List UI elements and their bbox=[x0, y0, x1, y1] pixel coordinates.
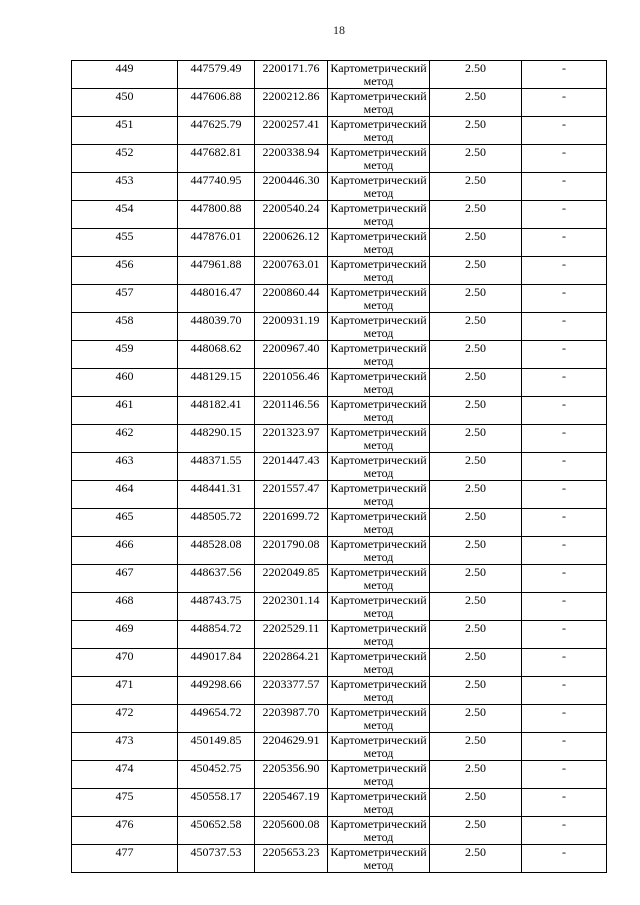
coordinate-x-cell: 448290.15 bbox=[178, 425, 255, 453]
method-cell: Картометрический метод bbox=[328, 173, 430, 201]
coordinate-y-cell: 2203377.57 bbox=[255, 677, 328, 705]
table-row bbox=[72, 425, 607, 453]
precision-cell: 2.50 bbox=[430, 481, 522, 509]
coordinate-x-cell: 447625.79 bbox=[178, 117, 255, 145]
coordinate-x-cell: 448441.31 bbox=[178, 481, 255, 509]
coordinate-y-cell: 2205600.08 bbox=[255, 817, 328, 845]
method-cell: Картометрический метод bbox=[328, 397, 430, 425]
point-number-cell: 476 bbox=[72, 817, 178, 845]
point-number-cell: 471 bbox=[72, 677, 178, 705]
point-number-cell: 463 bbox=[72, 453, 178, 481]
table-row bbox=[72, 173, 607, 201]
table-row bbox=[72, 397, 607, 425]
precision-cell: 2.50 bbox=[430, 341, 522, 369]
coordinate-y-cell: 2200931.19 bbox=[255, 313, 328, 341]
method-cell: Картометрический метод bbox=[328, 257, 430, 285]
table-row bbox=[72, 313, 607, 341]
description-cell: - bbox=[522, 453, 607, 481]
point-number-cell: 473 bbox=[72, 733, 178, 761]
coordinate-x-cell: 448528.08 bbox=[178, 537, 255, 565]
point-number-cell: 449 bbox=[72, 61, 178, 89]
method-cell: Картометрический метод bbox=[328, 789, 430, 817]
coordinates-table-body bbox=[72, 61, 607, 873]
precision-cell: 2.50 bbox=[430, 257, 522, 285]
method-cell: Картометрический метод bbox=[328, 145, 430, 173]
coordinate-y-cell: 2200967.40 bbox=[255, 341, 328, 369]
coordinate-x-cell: 450558.17 bbox=[178, 789, 255, 817]
point-number-cell: 459 bbox=[72, 341, 178, 369]
coordinate-y-cell: 2202864.21 bbox=[255, 649, 328, 677]
coordinate-x-cell: 450652.58 bbox=[178, 817, 255, 845]
precision-cell: 2.50 bbox=[430, 425, 522, 453]
coordinate-y-cell: 2204629.91 bbox=[255, 733, 328, 761]
coordinate-x-cell: 448371.55 bbox=[178, 453, 255, 481]
method-cell: Картометрический метод bbox=[328, 61, 430, 89]
description-cell: - bbox=[522, 285, 607, 313]
precision-cell: 2.50 bbox=[430, 649, 522, 677]
precision-cell: 2.50 bbox=[430, 173, 522, 201]
method-cell: Картометрический метод bbox=[328, 677, 430, 705]
description-cell: - bbox=[522, 621, 607, 649]
description-cell: - bbox=[522, 313, 607, 341]
coordinate-y-cell: 2205356.90 bbox=[255, 761, 328, 789]
precision-cell: 2.50 bbox=[430, 733, 522, 761]
coordinate-x-cell: 450149.85 bbox=[178, 733, 255, 761]
point-number-cell: 462 bbox=[72, 425, 178, 453]
coordinate-x-cell: 449654.72 bbox=[178, 705, 255, 733]
coordinate-y-cell: 2205653.23 bbox=[255, 845, 328, 873]
description-cell: - bbox=[522, 257, 607, 285]
coordinate-y-cell: 2201790.08 bbox=[255, 537, 328, 565]
table-row bbox=[72, 257, 607, 285]
precision-cell: 2.50 bbox=[430, 677, 522, 705]
description-cell: - bbox=[522, 845, 607, 873]
coordinate-y-cell: 2201146.56 bbox=[255, 397, 328, 425]
coordinate-y-cell: 2201323.97 bbox=[255, 425, 328, 453]
description-cell: - bbox=[522, 145, 607, 173]
description-cell: - bbox=[522, 369, 607, 397]
point-number-cell: 475 bbox=[72, 789, 178, 817]
precision-cell: 2.50 bbox=[430, 509, 522, 537]
method-cell: Картометрический метод bbox=[328, 509, 430, 537]
method-cell: Картометрический метод bbox=[328, 565, 430, 593]
point-number-cell: 452 bbox=[72, 145, 178, 173]
point-number-cell: 465 bbox=[72, 509, 178, 537]
table-row bbox=[72, 453, 607, 481]
method-cell: Картометрический метод bbox=[328, 201, 430, 229]
precision-cell: 2.50 bbox=[430, 285, 522, 313]
table-row bbox=[72, 845, 607, 873]
description-cell: - bbox=[522, 89, 607, 117]
coordinate-y-cell: 2200446.30 bbox=[255, 173, 328, 201]
coordinate-y-cell: 2201557.47 bbox=[255, 481, 328, 509]
table-row bbox=[72, 733, 607, 761]
table-row bbox=[72, 481, 607, 509]
table-row bbox=[72, 593, 607, 621]
method-cell: Картометрический метод bbox=[328, 705, 430, 733]
point-number-cell: 469 bbox=[72, 621, 178, 649]
method-cell: Картометрический метод bbox=[328, 369, 430, 397]
table-row bbox=[72, 705, 607, 733]
point-number-cell: 457 bbox=[72, 285, 178, 313]
coordinate-x-cell: 447876.01 bbox=[178, 229, 255, 257]
coordinate-y-cell: 2202049.85 bbox=[255, 565, 328, 593]
coordinate-x-cell: 447579.49 bbox=[178, 61, 255, 89]
point-number-cell: 467 bbox=[72, 565, 178, 593]
coordinate-x-cell: 448854.72 bbox=[178, 621, 255, 649]
coordinate-y-cell: 2200860.44 bbox=[255, 285, 328, 313]
point-number-cell: 472 bbox=[72, 705, 178, 733]
description-cell: - bbox=[522, 229, 607, 257]
description-cell: - bbox=[522, 789, 607, 817]
table-row bbox=[72, 145, 607, 173]
coordinate-y-cell: 2200626.12 bbox=[255, 229, 328, 257]
description-cell: - bbox=[522, 117, 607, 145]
coordinate-x-cell: 448039.70 bbox=[178, 313, 255, 341]
table-row bbox=[72, 621, 607, 649]
method-cell: Картометрический метод bbox=[328, 845, 430, 873]
description-cell: - bbox=[522, 481, 607, 509]
description-cell: - bbox=[522, 341, 607, 369]
table-row bbox=[72, 761, 607, 789]
method-cell: Картометрический метод bbox=[328, 117, 430, 145]
description-cell: - bbox=[522, 201, 607, 229]
description-cell: - bbox=[522, 397, 607, 425]
table-row bbox=[72, 229, 607, 257]
point-number-cell: 466 bbox=[72, 537, 178, 565]
description-cell: - bbox=[522, 817, 607, 845]
table-row bbox=[72, 285, 607, 313]
table-row bbox=[72, 509, 607, 537]
coordinate-x-cell: 447682.81 bbox=[178, 145, 255, 173]
coordinate-x-cell: 447961.88 bbox=[178, 257, 255, 285]
coordinate-x-cell: 447740.95 bbox=[178, 173, 255, 201]
coordinate-x-cell: 448637.56 bbox=[178, 565, 255, 593]
coordinate-x-cell: 449017.84 bbox=[178, 649, 255, 677]
precision-cell: 2.50 bbox=[430, 61, 522, 89]
method-cell: Картометрический метод bbox=[328, 229, 430, 257]
description-cell: - bbox=[522, 565, 607, 593]
coordinate-y-cell: 2201699.72 bbox=[255, 509, 328, 537]
coordinate-x-cell: 450737.53 bbox=[178, 845, 255, 873]
coordinate-x-cell: 448182.41 bbox=[178, 397, 255, 425]
description-cell: - bbox=[522, 593, 607, 621]
precision-cell: 2.50 bbox=[430, 117, 522, 145]
method-cell: Картометрический метод bbox=[328, 817, 430, 845]
precision-cell: 2.50 bbox=[430, 201, 522, 229]
coordinate-x-cell: 448129.15 bbox=[178, 369, 255, 397]
table-row bbox=[72, 201, 607, 229]
table-row bbox=[72, 649, 607, 677]
point-number-cell: 453 bbox=[72, 173, 178, 201]
description-cell: - bbox=[522, 61, 607, 89]
coordinate-x-cell: 448505.72 bbox=[178, 509, 255, 537]
method-cell: Картометрический метод bbox=[328, 481, 430, 509]
description-cell: - bbox=[522, 705, 607, 733]
coordinate-x-cell: 448016.47 bbox=[178, 285, 255, 313]
page-number: 18 bbox=[333, 23, 345, 37]
method-cell: Картометрический метод bbox=[328, 89, 430, 117]
description-cell: - bbox=[522, 733, 607, 761]
coordinate-y-cell: 2201447.43 bbox=[255, 453, 328, 481]
precision-cell: 2.50 bbox=[430, 537, 522, 565]
coordinate-y-cell: 2202301.14 bbox=[255, 593, 328, 621]
method-cell: Картометрический метод bbox=[328, 285, 430, 313]
coordinate-y-cell: 2203987.70 bbox=[255, 705, 328, 733]
coordinate-x-cell: 448068.62 bbox=[178, 341, 255, 369]
coordinate-y-cell: 2200763.01 bbox=[255, 257, 328, 285]
precision-cell: 2.50 bbox=[430, 313, 522, 341]
precision-cell: 2.50 bbox=[430, 789, 522, 817]
table-row bbox=[72, 61, 607, 89]
method-cell: Картометрический метод bbox=[328, 761, 430, 789]
point-number-cell: 464 bbox=[72, 481, 178, 509]
coordinate-y-cell: 2200338.94 bbox=[255, 145, 328, 173]
point-number-cell: 450 bbox=[72, 89, 178, 117]
coordinates-table bbox=[71, 60, 607, 873]
table-row bbox=[72, 537, 607, 565]
point-number-cell: 455 bbox=[72, 229, 178, 257]
point-number-cell: 458 bbox=[72, 313, 178, 341]
precision-cell: 2.50 bbox=[430, 593, 522, 621]
method-cell: Картометрический метод bbox=[328, 453, 430, 481]
table-row bbox=[72, 117, 607, 145]
coordinate-y-cell: 2202529.11 bbox=[255, 621, 328, 649]
method-cell: Картометрический метод bbox=[328, 621, 430, 649]
precision-cell: 2.50 bbox=[430, 145, 522, 173]
precision-cell: 2.50 bbox=[430, 621, 522, 649]
precision-cell: 2.50 bbox=[430, 89, 522, 117]
precision-cell: 2.50 bbox=[430, 817, 522, 845]
coordinate-y-cell: 2200257.41 bbox=[255, 117, 328, 145]
coordinate-x-cell: 450452.75 bbox=[178, 761, 255, 789]
coordinate-y-cell: 2205467.19 bbox=[255, 789, 328, 817]
description-cell: - bbox=[522, 173, 607, 201]
table-row bbox=[72, 369, 607, 397]
table-row bbox=[72, 817, 607, 845]
method-cell: Картометрический метод bbox=[328, 537, 430, 565]
description-cell: - bbox=[522, 761, 607, 789]
description-cell: - bbox=[522, 649, 607, 677]
description-cell: - bbox=[522, 509, 607, 537]
description-cell: - bbox=[522, 677, 607, 705]
precision-cell: 2.50 bbox=[430, 705, 522, 733]
point-number-cell: 461 bbox=[72, 397, 178, 425]
point-number-cell: 454 bbox=[72, 201, 178, 229]
precision-cell: 2.50 bbox=[430, 229, 522, 257]
coordinate-x-cell: 447800.88 bbox=[178, 201, 255, 229]
precision-cell: 2.50 bbox=[430, 565, 522, 593]
method-cell: Картометрический метод bbox=[328, 341, 430, 369]
point-number-cell: 468 bbox=[72, 593, 178, 621]
table-row bbox=[72, 789, 607, 817]
precision-cell: 2.50 bbox=[430, 845, 522, 873]
coordinate-x-cell: 449298.66 bbox=[178, 677, 255, 705]
table-row bbox=[72, 341, 607, 369]
point-number-cell: 474 bbox=[72, 761, 178, 789]
method-cell: Картометрический метод bbox=[328, 593, 430, 621]
point-number-cell: 477 bbox=[72, 845, 178, 873]
precision-cell: 2.50 bbox=[430, 453, 522, 481]
coordinate-y-cell: 2200540.24 bbox=[255, 201, 328, 229]
coordinate-y-cell: 2200171.76 bbox=[255, 61, 328, 89]
precision-cell: 2.50 bbox=[430, 761, 522, 789]
description-cell: - bbox=[522, 537, 607, 565]
point-number-cell: 456 bbox=[72, 257, 178, 285]
coordinate-x-cell: 447606.88 bbox=[178, 89, 255, 117]
point-number-cell: 451 bbox=[72, 117, 178, 145]
coordinate-y-cell: 2201056.46 bbox=[255, 369, 328, 397]
method-cell: Картометрический метод bbox=[328, 733, 430, 761]
precision-cell: 2.50 bbox=[430, 397, 522, 425]
description-cell: - bbox=[522, 425, 607, 453]
table-row bbox=[72, 677, 607, 705]
point-number-cell: 470 bbox=[72, 649, 178, 677]
method-cell: Картометрический метод bbox=[328, 425, 430, 453]
coordinate-x-cell: 448743.75 bbox=[178, 593, 255, 621]
precision-cell: 2.50 bbox=[430, 369, 522, 397]
table-row bbox=[72, 565, 607, 593]
method-cell: Картометрический метод bbox=[328, 649, 430, 677]
coordinate-y-cell: 2200212.86 bbox=[255, 89, 328, 117]
point-number-cell: 460 bbox=[72, 369, 178, 397]
table-row bbox=[72, 89, 607, 117]
method-cell: Картометрический метод bbox=[328, 313, 430, 341]
